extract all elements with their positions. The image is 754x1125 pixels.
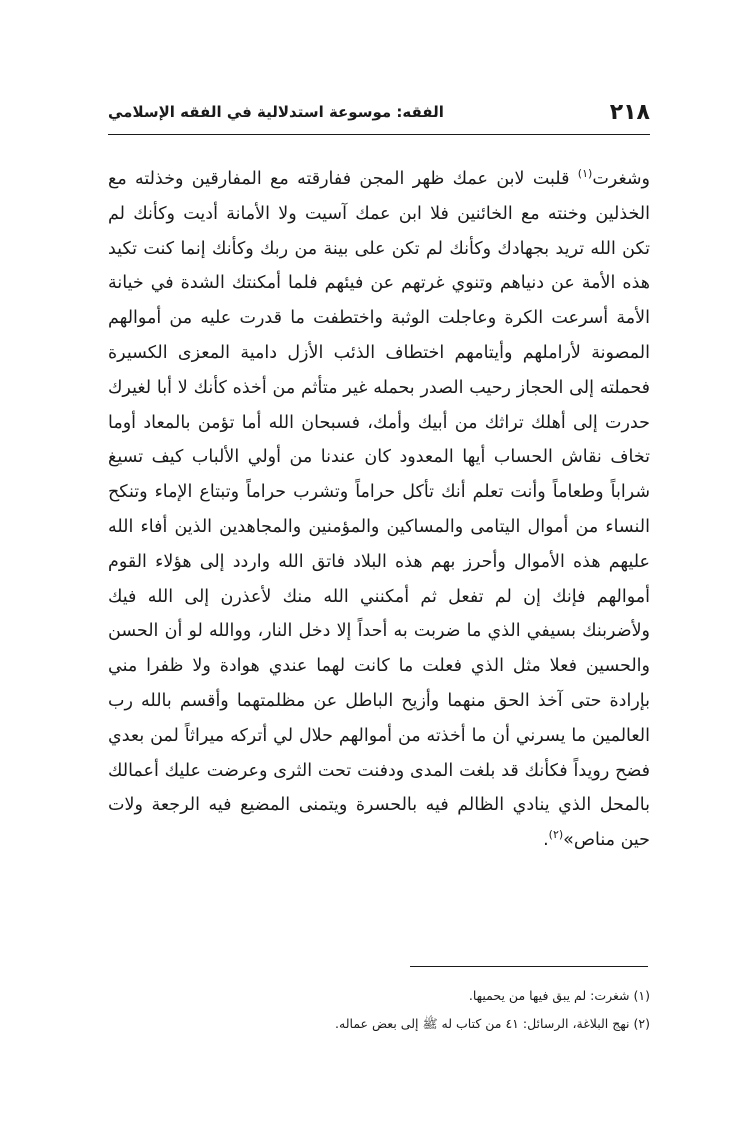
footnote-2: (٢) نهج البلاغة، الرسائل: ٤١ من كتاب له ﷺ إلى بعض عماله. <box>335 1016 650 1031</box>
closing-punctuation: . <box>543 830 549 851</box>
page-header <box>108 92 650 132</box>
footnote-1: (١) شغرت: لم يبق فيها من يحميها. <box>468 988 650 1003</box>
footnote-marker-2: (٢) <box>548 828 564 842</box>
running-title: الفقه: موسوعة استدلالية في الفقه الإسلامي <box>108 103 444 121</box>
header-divider <box>108 134 650 135</box>
footnote-marker-1: (١) <box>577 167 593 181</box>
footnote-divider <box>410 966 648 967</box>
main-text <box>108 162 650 858</box>
text-before-footnote-1: وشغرت <box>592 169 650 189</box>
main-paragraph: قلبت لابن عمك ظهر المجن ففارقته مع المفارقين وخذلته مع الخذلين وخنته مع الخائنين فلا ابن عمك آسيت ولا الأمانة أديت وكأنك لم تكن الله تريد بجهادك وكأنك لم تكن على بينة من ربك وكأنك إنما كنت تكيد هذه الأمة عن دنياهم وتنوي غرتهم عن فيئهم فلما أمكنتك الشدة في خيانة الأمة أسرعت الكرة وعاجلت الوثبة واختطفت ما قدرت عليه من أموالهم المصونة لأراملهم وأيتامهم اختطاف الذئب الأزل دامية المعزى الكسيرة فحملته إلى الحجاز رحيب الصدر بحمله غير متأثم من أخذه كأنك لا أبا لغيرك حدرت إلى أهلك تراثك من أبيك وأمك، فسبحان الله أما تؤمن بالمعاد أوما تخاف نقاش الحساب أيها المعدود كان عندنا من أولي الألباب كيف تسيغ شراباً وطعاماً وأنت تعلم أنك تأكل حراماً وتشرب حراماً وتبتاع الإماء وتنكح النساء من أموال اليتامى والمساكين والمؤمنين والمجاهدين الذين أفاء الله عليهم هذه الأموال وأحرز بهم هذه البلاد فاتق الله واردد إلى هؤلاء القوم أموالهم فإنك إن لم تفعل ثم أمكنني الله منك لأعذرن إلى الله فيك ولأضربنك بسيفي الذي ما ضربت به أحداً إلا دخل النار، ووالله لو أن الحسن والحسين فعلا مثل الذي فعلت ما كانت لهما عندي هوادة ولا ظفرا مني بإرادة حتى آخذ الحق منهما وأزيح الباطل عن مظلمتهما وأقسم بالله رب العالمين ما يسرني أن ما أخذته من أموالهم حلال لي أتركه ميراثاً لمن بعدي فضح رويداً فكأنك قد بلغت المدى ودفنت تحت الثرى وعرضت عليك أعمالك بالمحل الذي ينادي الظالم فيه بالحسرة ويتمنى المضيع فيه الرجعة ولات حين مناص» <box>108 169 650 851</box>
footnotes <box>108 982 650 1038</box>
page-number: ٢١٨ <box>609 99 650 125</box>
